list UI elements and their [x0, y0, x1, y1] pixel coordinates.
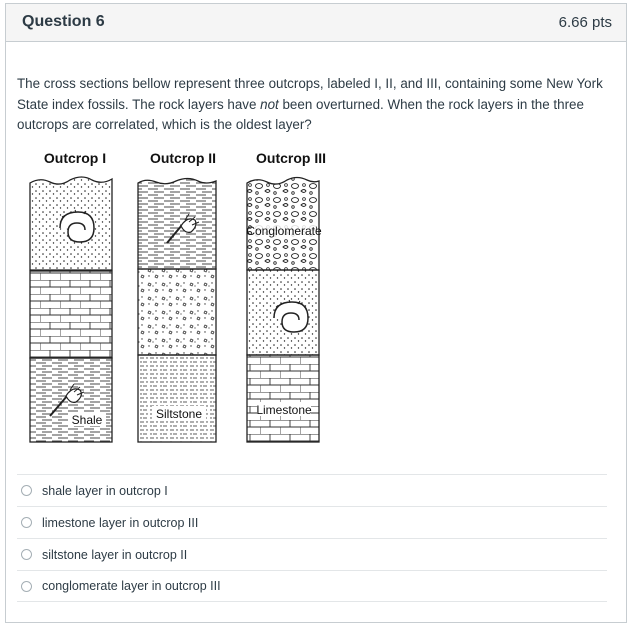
radio-button[interactable] — [21, 517, 32, 528]
question-text — [17, 74, 607, 136]
answer-list — [17, 474, 607, 602]
limestone-layer-label: Limestone — [256, 403, 312, 417]
answer-label[interactable]: siltstone layer in outcrop II — [42, 547, 188, 562]
answer-option-1[interactable] — [17, 474, 607, 506]
outcrop-1-column — [30, 177, 112, 442]
conglomerate-layer-label: Conglomerate — [246, 224, 322, 238]
question-text-emphasis: not — [260, 96, 279, 112]
question-header — [6, 4, 626, 42]
outcrop-cross-section-figure — [20, 140, 340, 450]
radio-button[interactable] — [21, 485, 32, 496]
question-points: 6.66 pts — [558, 14, 612, 31]
answer-label[interactable]: shale layer in outcrop I — [42, 483, 168, 498]
answer-option-3[interactable] — [17, 538, 607, 570]
outcrop-1-limestone-layer — [30, 271, 112, 358]
outcrop-2-sandstone-layer — [138, 269, 216, 355]
shale-layer-label: Shale — [71, 413, 103, 427]
question-text-part1: The cross sections bellow represent three outcrops, labeled I, II, and III, containing some New York State index fossils. The rock layers have — [17, 76, 603, 112]
outcrop-1-label: Outcrop I — [43, 150, 107, 166]
radio-button[interactable] — [21, 581, 32, 592]
radio-button[interactable] — [21, 549, 32, 560]
answer-option-4[interactable] — [17, 570, 607, 602]
question-title: Question 6 — [22, 13, 105, 30]
siltstone-layer-label: Siltstone — [155, 407, 203, 421]
outcrop-3-label: Outcrop III — [256, 150, 326, 166]
cross-section-diagram — [20, 140, 340, 450]
outcrop-3-limestone-layer — [247, 355, 319, 442]
outcrop-2-column — [138, 179, 216, 443]
answer-label[interactable]: limestone layer in outcrop III — [42, 515, 199, 530]
outcrop-3-column — [246, 178, 322, 443]
answer-label[interactable]: conglomerate layer in outcrop III — [42, 579, 221, 593]
outcrop-2-label: Outcrop II — [149, 150, 217, 166]
outcrop-2-siltstone-layer — [138, 355, 216, 442]
answer-option-2[interactable] — [17, 506, 607, 538]
outcrop-2-shale-layer — [138, 179, 216, 270]
question-text-part2: been overturned. When the rock layers in the three outcrops are correlated, which is the oldest layer? — [17, 96, 584, 132]
